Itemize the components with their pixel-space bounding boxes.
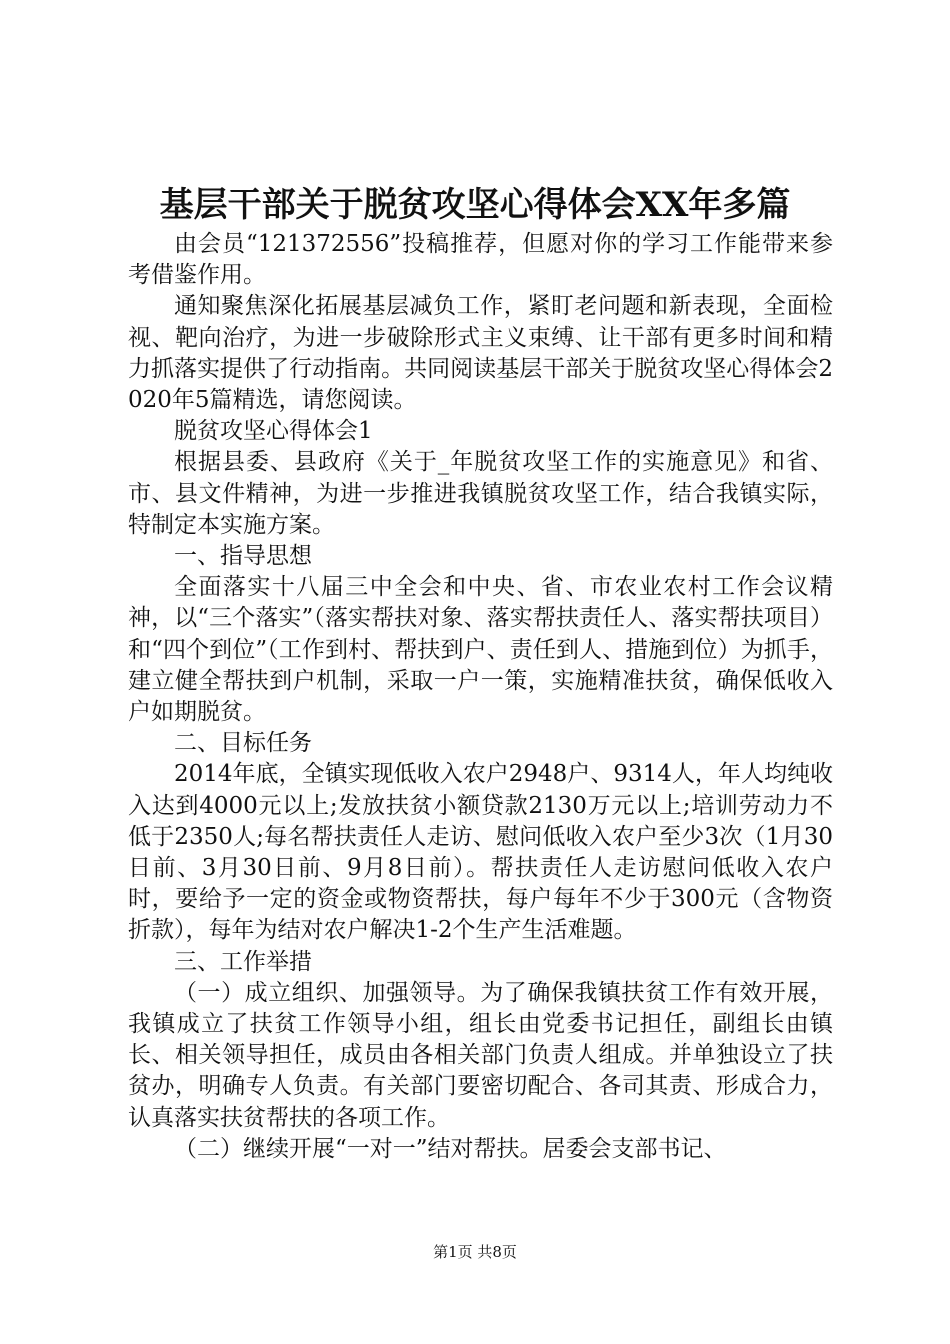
section-heading-essay-1: 脱贫攻坚心得体会1 <box>174 418 373 445</box>
paragraph-measure-1: （一）成立组织、加强领导。为了确保我镇扶贫工作有效开展，我镇成立了扶贫工作领导小组，组长由党委书记担任，副组长由镇长、相关领导担任，成员由各相关部门负责人组成。并单独设立了扶贫办，明确专人负责。有关部门要密切配合、各司其责、形成合力，认真落实扶贫帮扶的各项工作。 <box>128 979 833 1131</box>
paragraph-background: 根据县委、县政府《关于_年脱贫攻坚工作的实施意见》和省、市、县文件精神，为进一步推进我镇脱贫攻坚工作，结合我镇实际，特制定本实施方案。 <box>128 449 833 538</box>
section-heading-measures: 三、工作举措 <box>174 948 312 975</box>
paragraph-contributor-note: 由会员“121372556”投稿推荐，但愿对你的学习工作能带来参考借鉴作用。 <box>128 231 833 289</box>
document-body <box>128 229 833 1165</box>
section-heading-goals: 二、目标任务 <box>174 730 312 757</box>
section-heading-guiding-ideology: 一、指导思想 <box>174 543 312 570</box>
paragraph-guiding-ideology: 全面落实十八届三中全会和中央、省、市农业农村工作会议精神，以“三个落实”（落实帮扶对象、落实帮扶责任人、落实帮扶项目）和“四个到位”（工作到村、帮扶到户、责任到人、措施到位）为抓手，建立健全帮扶到户机制，采取一户一策，实施精准扶贫，确保低收入户如期脱贫。 <box>128 574 833 726</box>
paragraph-introduction: 通知聚焦深化拓展基层减负工作，紧盯老问题和新表现，全面检视、靶向治疗，为进一步破除形式主义束缚、让干部有更多时间和精力抓落实提供了行动指南。共同阅读基层干部关于脱贫攻坚心得体会2020年5篇精选，请您阅读。 <box>128 293 833 414</box>
paragraph-goals: 2014年底，全镇实现低收入农户2948户、9314人，年人均纯收入达到4000元以上;发放扶贫小额贷款2130万元以上;培训劳动力不低于2350人;每名帮扶责任人走访、慰问低收入农户至少3次（1月30日前、3月30日前、9月8日前）。帮扶责任人走访慰问低收入农户时，要给予一定的资金或物资帮扶，每户每年不少于300元（含物资折款），每年为结对农户解决1-2个生产生活难题。 <box>128 761 833 944</box>
document-title: 基层干部关于脱贫攻坚心得体会XX年多篇 <box>159 184 791 225</box>
page-footer: 第1页 共8页 <box>433 1243 517 1261</box>
paragraph-measure-2: （二）继续开展“一对一”结对帮扶。居委会支部书记、 <box>174 1135 727 1162</box>
